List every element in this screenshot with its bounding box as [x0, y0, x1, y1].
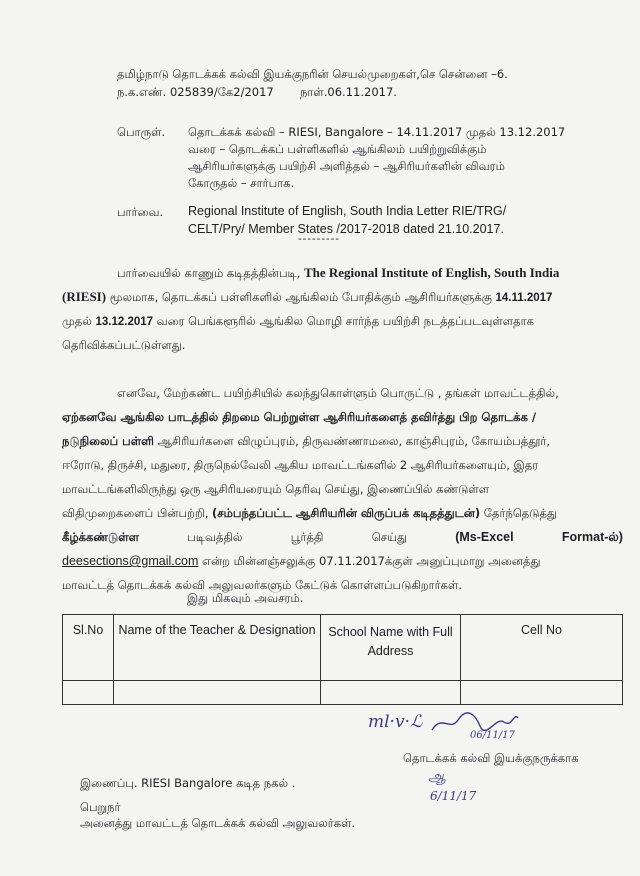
subject-line-2: வரை – தொடக்கப் பள்ளிகளில் ஆங்கிலம் பயிற்றுவிக்கும்: [188, 142, 487, 156]
enclosure-note: இணைப்பு. RIESI Bangalore கடித நகல் .: [80, 776, 296, 790]
table-header-row: [63, 615, 623, 681]
reference-divider: ---------: [298, 233, 340, 245]
col-header-slno: Sl.No: [72, 623, 104, 637]
para1-line-1: பார்வையில் காணும் கடிதத்தின்படி, The Regional Institute of English, South India: [117, 265, 560, 280]
subject-line-3: ஆசிரியர்களுக்கு பயிற்சி அளித்தல் – ஆசிரியர்களின் விவரம்: [188, 159, 505, 173]
email-link[interactable]: deesections@gmail.com: [62, 554, 199, 568]
col-header-name: Name of the Teacher & Designation: [118, 623, 316, 637]
reference-line-1: Regional Institute of English, South India Letter RIE/TRG/: [188, 204, 507, 218]
para2-line-3: நடுநிலைப் பள்ளி ஆசிரியர்களை விழுப்புரம், திருவண்ணாமலை, காஞ்சிபுரம், கோயம்பத்தூர்,: [62, 434, 551, 448]
para2-line-9: மாவட்டத் தொடக்கக் கல்வி அலுவலர்களும் கேட்டுக் கொள்ளப்படுகிறார்கள்.: [62, 578, 463, 592]
signature-designation: தொடக்கக் கல்வி இயக்குநருக்காக: [403, 751, 579, 765]
subject-label: பொருள்.: [117, 125, 166, 139]
subject-line-1: தொடக்கக் கல்வி – RIESI, Bangalore – 14.11.2017 முதல் 13.12.2017: [188, 125, 566, 139]
table-row: [63, 681, 623, 705]
col-header-cell: Cell No: [521, 623, 562, 637]
initial-mark: ஆ: [428, 769, 446, 785]
header-title: தமிழ்நாடு தொடக்கக் கல்வி இயக்குநரின் செயல்முறைகள்,செ சென்னை –6.: [117, 67, 508, 81]
urgent-note: இது மிகவும் அவசரம்.: [187, 591, 304, 605]
para1-line-4: தெரிவிக்கப்பட்டுள்ளது.: [62, 338, 186, 352]
subject-line-4: கோருதல் – சார்பாக.: [188, 176, 295, 190]
para1-line-2: (RIESI) மூலமாக, தொடக்கப் பள்ளிகளில் ஆங்கிலம் போதிக்கும் ஆசிரியர்களுக்கு 14.11.2017: [62, 289, 553, 304]
para2-line-5: மாவட்டங்களிலிருந்து ஒரு ஆசிரியரையும் தெரிவு செய்து, இணைப்பில் கண்டுள்ள: [62, 482, 490, 496]
signature-date: 06/11/17: [470, 730, 515, 741]
reference-line-2: CELT/Pry/ Member States /2017-2018 dated 21.10.2017.: [188, 222, 504, 236]
reference-label: பார்வை.: [117, 205, 164, 219]
para2-line-7: கீழ்க்கண்டுள்ள படிவத்தில் பூர்த்தி செய்து (Ms-Excel Format-ல்): [62, 530, 623, 544]
initial-date: 6/11/17: [430, 789, 477, 803]
recipient-line: அனைத்து மாவட்டத் தொடக்கக் கல்வி அலுவலர்கள்.: [80, 816, 356, 830]
teacher-details-table: [62, 614, 623, 705]
para2-line-4: ஈரோடு, திருச்சி, மதுரை, திருநெல்வேலி ஆகிய மாவட்டங்களில் 2 ஆசிரியர்களையும், இதர: [62, 458, 539, 472]
para2-line-1: எனவே, மேற்கண்ட பயிற்சியில் கலந்துகொள்ளும் பொருட்டு , தங்கள் மாவட்டத்தில்,: [117, 386, 559, 400]
para2-line-8: deesections@gmail.com என்ற மின்னஞ்சலுக்கு 07.11.2017க்குள் அனுப்புமாறு அனைத்து: [62, 554, 541, 568]
para1-line-3: முதல் 13.12.2017 வரை பெங்களூரில் ஆங்கில மொழி சார்ந்த பயிற்சி நடத்தப்படவுள்ளதாக: [62, 314, 534, 328]
para2-line-2: ஏற்கனவே ஆங்கில பாடத்தில் திறமை பெற்றுள்ள ஆசிரியர்களைத் தவிர்த்து பிற தொடக்க /: [62, 410, 537, 424]
col-header-school: School Name with Full Address: [328, 625, 453, 658]
header-ref-no: ந.க.எண். 025839/கே2/2017: [117, 85, 274, 99]
para2-line-6: விதிமுறைகளைப் பின்பற்றி, (சம்பந்தப்பட்ட ஆசிரியரின் விருப்பக் கடிதத்துடன்) தேர்ந்தெடுத்து: [62, 506, 558, 520]
header-date: நாள்.06.11.2017.: [300, 85, 397, 99]
signature-scribble: ml·v·ℒ: [368, 712, 423, 732]
recipient-label: பெறுநர்: [80, 800, 121, 814]
